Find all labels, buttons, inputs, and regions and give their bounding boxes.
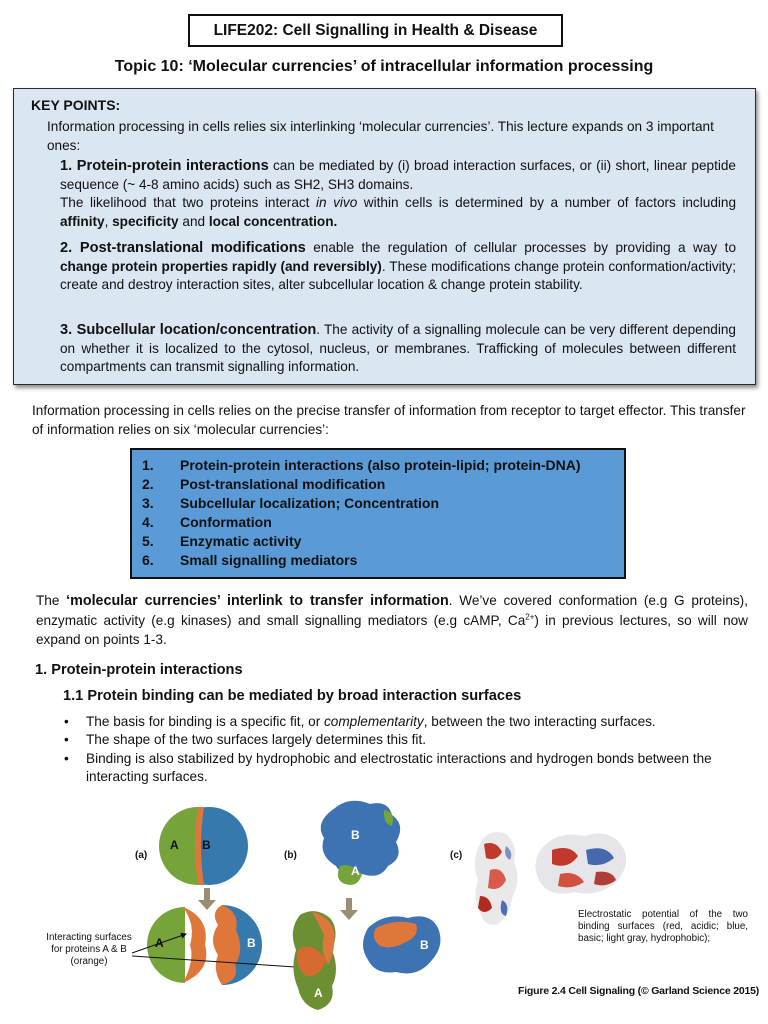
panel-b-complex xyxy=(321,801,400,885)
interlink-lead: ‘molecular currencies’ interlink to transfer information xyxy=(66,593,449,609)
course-title-box xyxy=(188,14,563,47)
currency-number: 2. xyxy=(142,476,154,492)
currency-item xyxy=(132,532,624,551)
bullet-text: The basis for binding is a specific fit, or xyxy=(86,714,324,729)
key-point-1-lead: 1. Protein-protein interactions xyxy=(60,158,269,174)
separator: , xyxy=(104,213,113,229)
key-point-1-text3: within cells is determined by a number of factors including xyxy=(357,195,737,211)
key-point-1 xyxy=(60,157,736,231)
key-point-1-text: can be mediated by (i) broad interaction surfaces, or (ii) short, linear peptide sequence (~ 4-8 amino acids) such as SH2, SH3 domains. xyxy=(60,158,736,192)
currency-label: Conformation xyxy=(180,514,272,530)
key-point-3 xyxy=(60,321,736,377)
bullet-text: The shape of the two surfaces largely determines this fit. xyxy=(86,732,427,748)
protein-a-label: A xyxy=(155,936,164,950)
currency-label: Subcellular localization; Concentration xyxy=(180,495,440,511)
topic-title: Topic 10: ‘Molecular currencies’ of intracellular information processing xyxy=(114,58,654,75)
affinity-term: affinity xyxy=(60,213,105,229)
currency-number: 4. xyxy=(142,514,154,530)
interlink-text: ) in previous lectures, so will now expand on points 1-3. xyxy=(36,613,749,647)
list-item xyxy=(63,713,749,731)
intro-paragraph: Information processing in cells relies on the precise transfer of information from receptor to target effector. This transfer of information relies on six ‘molecular currencies’: xyxy=(32,403,746,437)
currency-number: 6. xyxy=(142,552,154,568)
interlink-paragraph xyxy=(36,591,748,649)
protein-a-label: A xyxy=(351,864,360,878)
subsection-heading: 1.1 Protein binding can be mediated by broad interaction surfaces xyxy=(63,688,522,704)
specificity-term: specificity xyxy=(112,213,179,229)
currency-label: Protein-protein interactions (also protein-lipid; protein-DNA) xyxy=(180,457,581,473)
panel-c-surface-2 xyxy=(535,834,626,894)
key-points-intro: Information processing in cells relies six interlinking ‘molecular currencies’. This lecture expands on 3 important ones: xyxy=(47,119,714,153)
figure-2-4 xyxy=(40,800,760,1020)
course-title: LIFE202: Cell Signalling in Health & Disease xyxy=(213,21,538,39)
key-points-box xyxy=(13,88,756,385)
local-concentration-term: local concentration. xyxy=(208,213,338,229)
key-point-2 xyxy=(60,239,736,295)
electrostatic-caption: Electrostatic potential of the two binding surfaces (red, acidic; blue, basic; light gray, hydrophobic); xyxy=(578,909,748,944)
superscript: 2+ xyxy=(525,612,535,622)
protein-b-label: B xyxy=(351,828,360,842)
bullet-text: Binding is also stabilized by hydrophobic and electrostatic interactions and hydrogen bonds between the interacting surfaces. xyxy=(86,750,712,785)
key-point-2-lead: 2. Post-translational modifications xyxy=(60,240,306,256)
currency-number: 5. xyxy=(142,533,154,549)
list-item xyxy=(63,731,749,749)
panel-b-label: (b) xyxy=(284,850,297,861)
down-arrow-icon xyxy=(340,898,358,920)
protein-b-label: B xyxy=(420,938,429,952)
figure-caption: Figure 2.4 Cell Signaling (© Garland Science 2015) xyxy=(518,985,760,997)
panel-c-surface-1 xyxy=(475,832,518,925)
list-item xyxy=(63,750,749,787)
key-points-heading: KEY POINTS: xyxy=(31,97,121,113)
section-heading: 1. Protein-protein interactions xyxy=(35,662,243,678)
separator: and xyxy=(178,213,209,229)
key-point-1-text2: The likelihood that two proteins interact xyxy=(60,195,316,211)
protein-b-label: B xyxy=(247,936,256,950)
currency-number: 3. xyxy=(142,495,154,511)
currency-list-box xyxy=(130,448,626,579)
protein-a-label: A xyxy=(170,838,179,852)
currency-label: Enzymatic activity xyxy=(180,533,302,549)
down-arrow-icon xyxy=(198,888,216,910)
currency-item xyxy=(132,494,624,513)
interlink-text: . We’ve covered conformation (e.g G proteins), enzymatic activity (e.g kinases) and small signalling mediators (e.g cAMP, Ca xyxy=(36,593,748,628)
bullet-list xyxy=(63,713,749,787)
currency-number: 1. xyxy=(142,457,154,473)
key-point-3-text: . The activity of a signalling molecule can be very different depending on whether it is localized to the cytosol, nucleus, or membranes. Trafficking of molecules between different compartments can transmit signalling information. xyxy=(60,322,736,375)
interacting-surfaces-caption: Interacting surfaces for proteins A & B (orange) xyxy=(46,932,132,967)
in-vivo-text: in vivo xyxy=(315,195,358,211)
protein-a-label: A xyxy=(314,986,323,1000)
panel-c-label: (c) xyxy=(450,850,463,861)
key-point-2-text: enable the regulation of cellular processes by providing a way to xyxy=(305,240,737,255)
interlink-text: The xyxy=(36,593,67,608)
panel-a-label: (a) xyxy=(135,850,148,861)
currency-item xyxy=(132,456,624,475)
complementarity-term: complementarity xyxy=(324,714,424,729)
currency-item xyxy=(132,475,624,494)
currency-label: Post-translational modification xyxy=(180,476,386,492)
key-point-3-lead: 3. Subcellular location/concentration xyxy=(60,322,317,338)
currency-item xyxy=(132,513,624,532)
currency-item xyxy=(132,551,624,570)
key-point-2-text2: . These modifications change protein conformation/activity; create and destroy interaction sites, alter subcellular location & change protein stability. xyxy=(60,258,737,293)
currency-list xyxy=(132,456,624,570)
key-point-2-bold: change protein properties rapidly (and reversibly) xyxy=(60,258,382,274)
currency-label: Small signalling mediators xyxy=(180,552,358,568)
protein-b-label: B xyxy=(202,838,211,852)
bullet-text: , between the two interacting surfaces. xyxy=(423,714,656,729)
